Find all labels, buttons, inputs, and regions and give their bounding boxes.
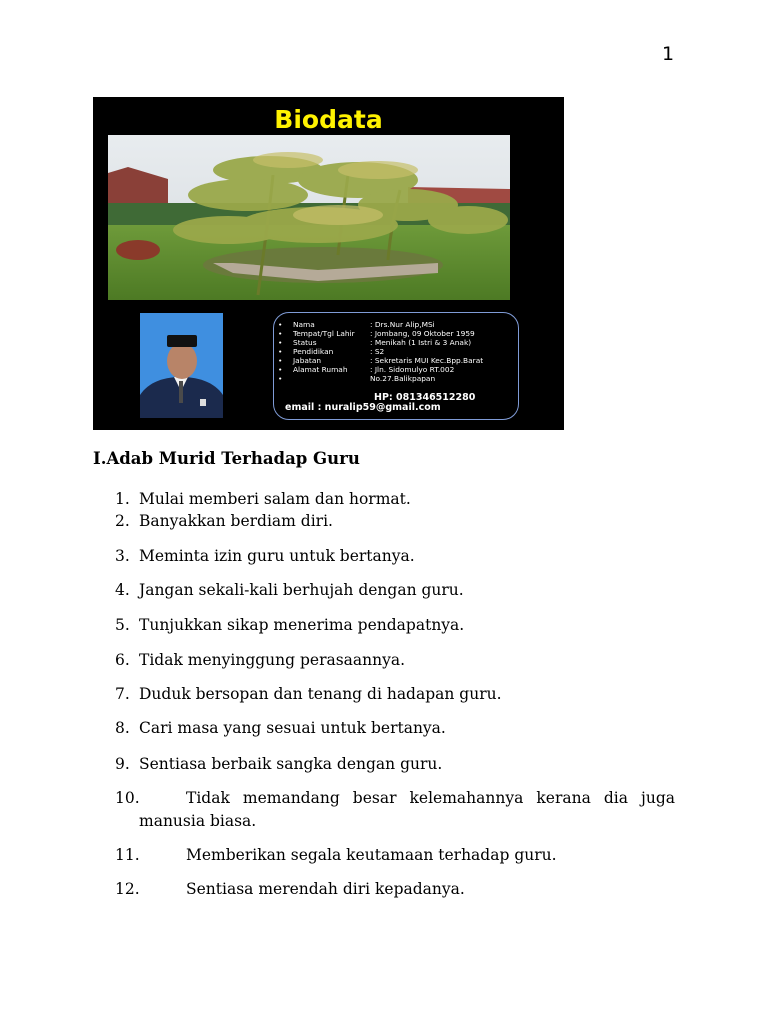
email-address: email : nuralip59@gmail.com [285,402,441,413]
biodata-info-box: • Nama : Drs.Nur Alip,MSi • Tempat/Tgl Lahir : Jombang, 09 Oktober 1959 • Status : Menikah (1 Istri & 3 Anak) • Pendidikan : S2 • Jabatan : Sekretaris MUI Kec.Bpp.Barat • Alamat Rumah : Jln. Sidomulyo RT.002 • No.27.Balikpapan HP: 081346512280 email : nuralip59@gmail.com [273,312,519,420]
slide-title: Biodata [274,105,383,134]
page-number: 1 [662,43,675,65]
garden-photo [108,135,510,300]
biodata-slide-image [93,97,564,430]
section-heading: I.Adab Murid Terhadap Guru [93,449,360,468]
profile-photo [140,313,223,418]
phone-number: HP: 081346512280 [374,392,476,403]
